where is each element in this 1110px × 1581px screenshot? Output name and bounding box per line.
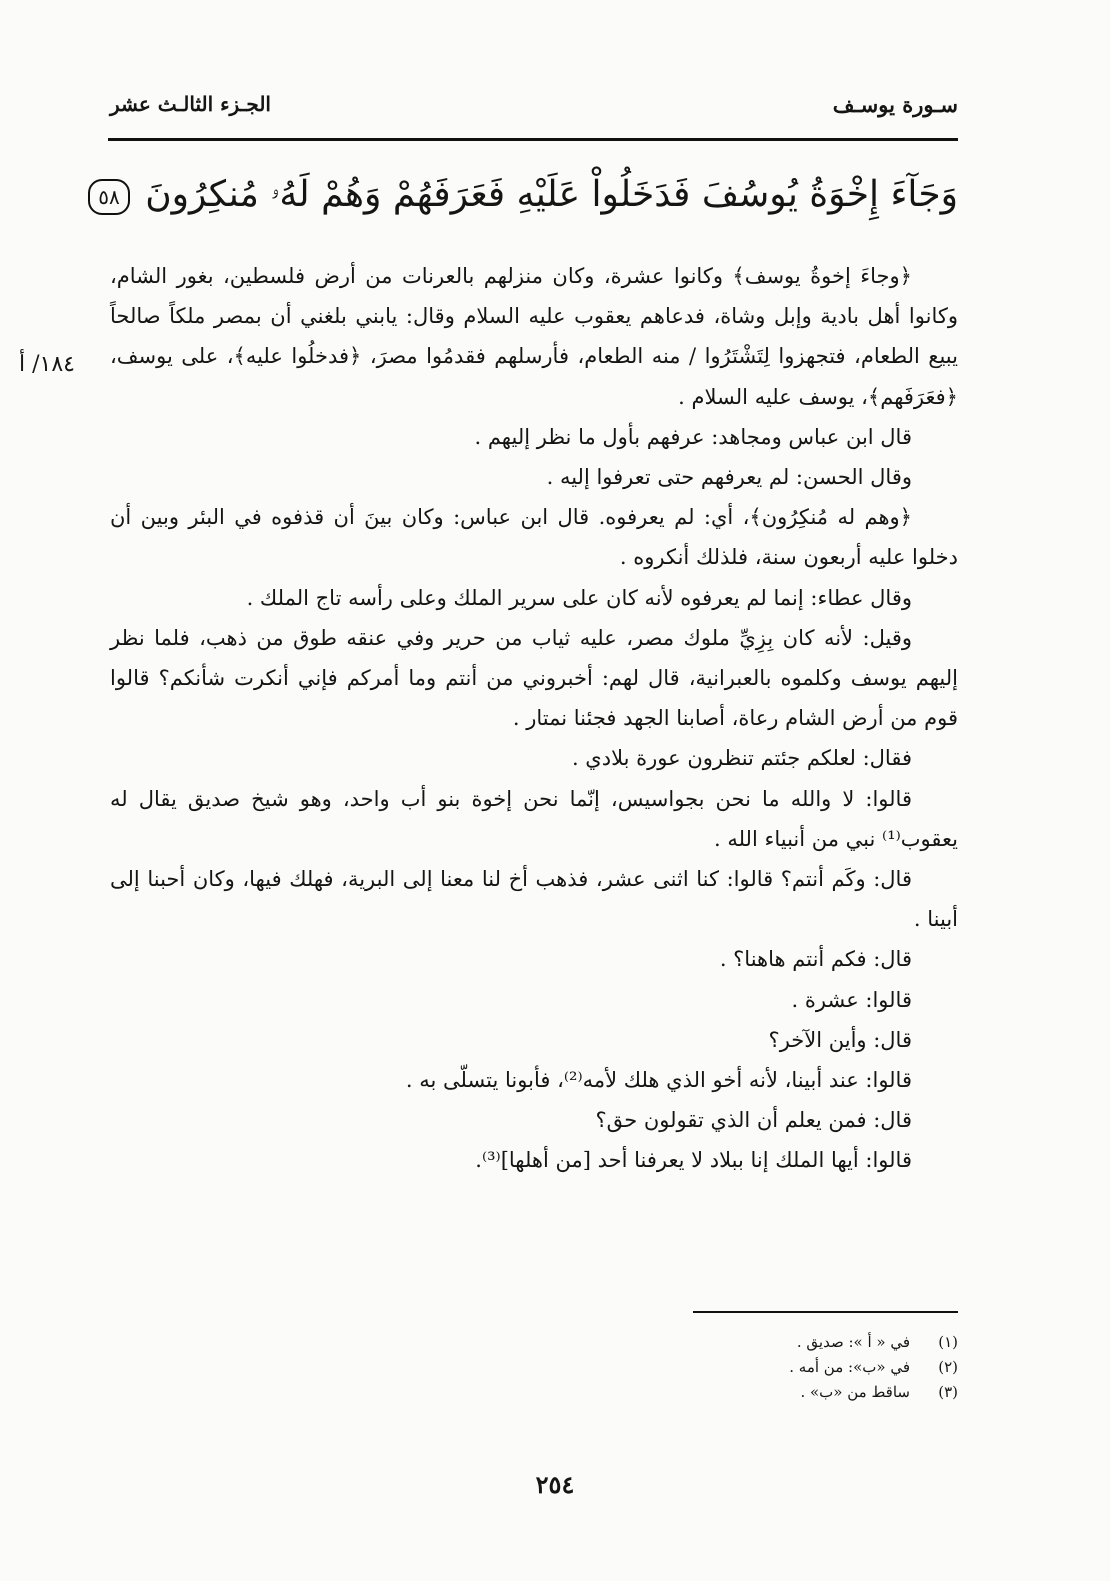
header-divider [108, 138, 958, 141]
footnote-divider [693, 1311, 958, 1313]
footnote-item [598, 1330, 958, 1355]
paragraph: وقال الحسن: لم يعرفهم حتى تعرفوا إليه . [546, 465, 912, 490]
juz-title: الجـزء الثالـث عشر [110, 92, 271, 116]
paragraph: ﴿وجاءَ إخوةُ يوسف﴾ وكانوا عشرة، وكان منزلهم بالعرنات من أرض فلسطين، بغور الشام، وكانوا أهل بادية وإبل وشاة، فدعاهم يعقوب عليه السلام وقال: يابني بلغني أن بمصر ملكاً صالحاً يبيع الطعام، فتجهزوا لِتَشْتَرُوا / منه الطعام، فأرسلهم فقدمُوا مصرَ، ﴿فدخلُوا عليه﴾، على يوسف، ﴿فعَرَفَهم﴾، يوسف عليه السلام . [110, 264, 958, 409]
paragraph: قال ابن عباس ومجاهد: عرفهم بأول ما نظر إليهم . [474, 424, 912, 449]
dialog-line: قال: فمن يعلم أن الذي تقولون حق؟ [595, 1108, 912, 1133]
paragraph: وقال عطاء: إنما لم يعرفوه لأنه كان على سرير الملك وعلى رأسه تاج الملك . [246, 585, 912, 610]
dialog-line: قالوا: عند أبينا، لأنه أخو الذي هلك لأمه⁽²⁾، فأبونا يتسلّى به . [405, 1068, 912, 1093]
dialog-line: قالوا: عشرة . [791, 987, 912, 1012]
manuscript-folio-marker: ١٨٤/ أ [19, 352, 75, 377]
footnote-number: (١) [938, 1333, 958, 1351]
footnote-text: ساقط من «ب» . [800, 1383, 910, 1401]
paragraph: فقال: لعلكم جئتم تنظرون عورة بلادي . [571, 746, 912, 771]
footnotes [598, 1330, 958, 1405]
commentary-body [110, 256, 958, 1181]
verse-number-badge: ٥٨ [88, 179, 129, 215]
page-number: ٢٥٤ [535, 1470, 575, 1499]
quran-verse [98, 160, 958, 230]
footnote-text: في «ب»: من أمه . [789, 1358, 910, 1376]
footnote-text: في « أ »: صديق . [796, 1333, 910, 1351]
paragraph: قالوا: لا والله ما نحن بجواسيس، إنّما نحن إخوة بنو أب واحد، وهو شيخ صديق يقال له يعقوب⁽¹⁾ نبي من أنبياء الله . [110, 786, 958, 851]
running-header [110, 92, 958, 132]
dialog-line: قال: فكم أنتم هاهنا؟ . [719, 947, 912, 972]
dialog-line: قال: وأين الآخر؟ [768, 1027, 912, 1052]
paragraph: وقيل: لأنه كان بِزِيِّ ملوك مصر، عليه ثياب من حرير وفي عنقه طوق من ذهب، فلما نظر إليهم يوسف وكلموه بالعبرانية، قال لهم: أخبروني من أنتم وما أمركم فإني أنكرت شأنكم؟ قالوا قوم من أرض الشام رعاة، أصابنا الجهد فجئنا نمتار . [110, 625, 958, 731]
footnote-item [598, 1380, 958, 1405]
dialog-line: قالوا: أيها الملك إنا ببلاد لا يعرفنا أحد [من أهلها]⁽³⁾. [475, 1148, 912, 1173]
footnote-number: (٢) [938, 1358, 958, 1376]
verse-text: وَجَآءَ إِخْوَةُ يُوسُفَ فَدَخَلُواْ عَلَيْهِ فَعَرَفَهُمْ وَهُمْ لَهُۥ مُنكِرُونَ [145, 174, 958, 215]
paragraph: قال: وكَم أنتم؟ قالوا: كنا اثنى عشر، فذهب أخ لنا معنا إلى البرية، فهلك فيها، وكان أحبنا إلى أبينا . [110, 867, 958, 932]
paragraph: ﴿وهم له مُنكِرُون﴾، أي: لم يعرفوه. قال ابن عباس: وكان بينَ أن قذفوه في البئر وبين أن دخلوا عليه أربعون سنة، فلذلك أنكروه . [110, 505, 958, 570]
footnote-number: (٣) [938, 1383, 958, 1401]
footnote-item [598, 1355, 958, 1380]
surah-title: سـورة يوسـف [832, 92, 958, 117]
